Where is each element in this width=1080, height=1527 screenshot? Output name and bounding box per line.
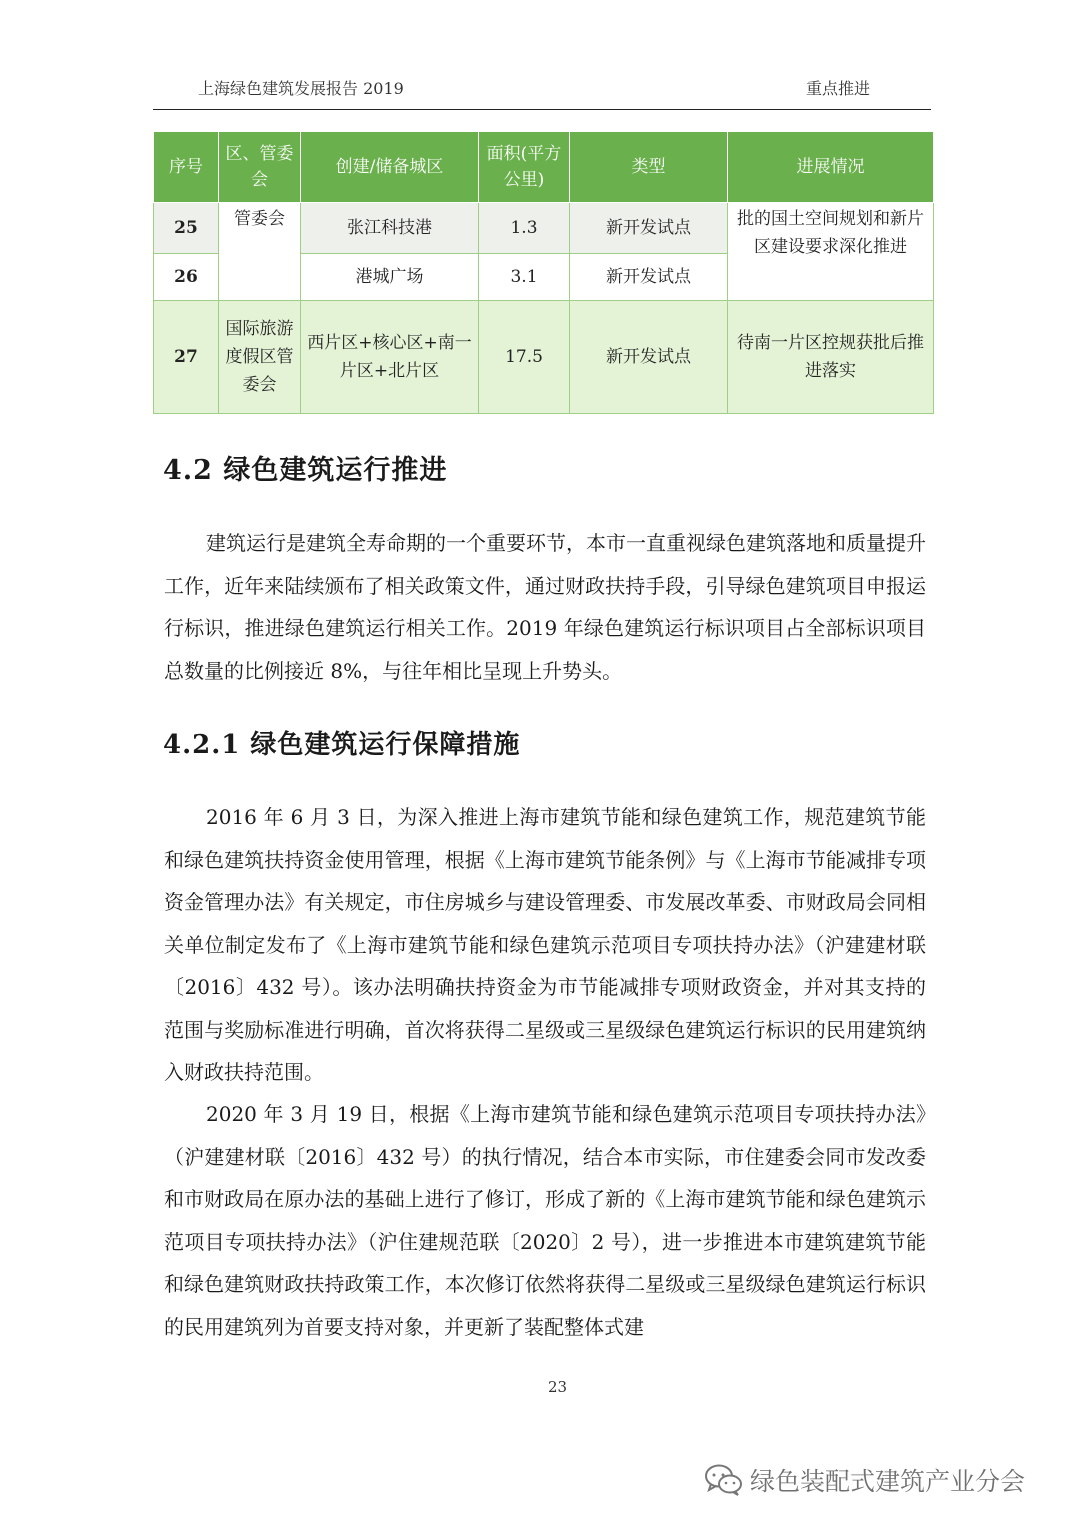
row-area-size: 3.1 — [479, 254, 570, 301]
header-type: 类型 — [570, 132, 728, 203]
row-type: 新开发试点 — [570, 254, 728, 301]
header-divider — [153, 109, 931, 110]
row-type: 新开发试点 — [570, 301, 728, 414]
watermark-text: 绿色装配式建筑产业分会 — [750, 1467, 1026, 1496]
header-area-size: 面积(平方公里) — [479, 132, 570, 203]
section-heading-4-2-1: 4.2.1 绿色建筑运行保障措施 — [163, 730, 521, 760]
row-type: 新开发试点 — [570, 203, 728, 254]
wechat-watermark — [704, 1462, 1025, 1498]
pilot-area-table — [153, 131, 934, 414]
row-district: 管委会 — [219, 203, 301, 301]
header-city-area: 创建/储备城区 — [301, 132, 479, 203]
row-serial: 27 — [154, 301, 219, 414]
table-row — [154, 301, 934, 414]
header-district: 区、管委会 — [219, 132, 301, 203]
row-progress: 待南一片区控规获批后推进落实 — [728, 301, 934, 414]
row-city-area: 张江科技港 — [301, 203, 479, 254]
row-serial: 25 — [154, 203, 219, 254]
row-district: 国际旅游度假区管委会 — [219, 301, 301, 414]
page-number: 23 — [548, 1378, 568, 1396]
section-4-2-1-paragraph-2: 2020 年 3 月 19 日，根据《上海市建筑节能和绿色建筑示范项目专项扶持办法》（沪建建材联〔2016〕432 号）的执行情况，结合本市实际，市住建委会同市发改委和市财政局在原办法的基础上进行了修订，形成了新的《上海市建筑节能和绿色建筑示范项目专项扶持办法》（沪住建规范联〔2020〕2 号），进一步推进本市建筑建筑节能和绿色建筑财政扶持政策工作，本次修订依然将获得二星级或三星级绿色建筑运行标识的民用建筑列为首要支持对象，并更新了装配整体式建 — [164, 1102, 926, 1339]
running-header-section: 重点推进 — [806, 79, 871, 98]
header-progress: 进展情况 — [728, 132, 934, 203]
row-progress: 批的国土空间规划和新片区建设要求深化推进 — [728, 203, 934, 301]
header-serial: 序号 — [154, 132, 219, 203]
row-city-area: 港城广场 — [301, 254, 479, 301]
section-4-2-paragraph: 建筑运行是建筑全寿命期的一个重要环节，本市一直重视绿色建筑落地和质量提升工作，近年来陆续颁布了相关政策文件，通过财政扶持手段，引导绿色建筑项目申报运行标识，推进绿色建筑运行相关工作。2019 年绿色建筑运行标识项目占全部标识项目总数量的比例接近 8%，与往年相比呈现上升势头。 — [164, 531, 926, 683]
row-serial: 26 — [154, 254, 219, 301]
section-4-2-1-paragraph-1: 2016 年 6 月 3 日，为深入推进上海市建筑节能和绿色建筑工作，规范建筑节能和绿色建筑扶持资金使用管理，根据《上海市建筑节能条例》与《上海市节能减排专项资金管理办法》有关规定，市住房城乡与建设管理委、市发展改革委、市财政局会同相关单位制定发布了《上海市建筑节能和绿色建筑示范项目专项扶持办法》（沪建建材联〔2016〕432 号）。该办法明确扶持资金为市节能减排专项财政资金，并对其支持的范围与奖励标准进行明确，首次将获得二星级或三星级绿色建筑运行标识的民用建筑纳入财政扶持范围。 — [164, 805, 926, 1084]
running-header-title: 上海绿色建筑发展报告 2019 — [198, 79, 404, 98]
section-heading-4-2: 4.2 绿色建筑运行推进 — [163, 455, 448, 486]
table-row — [154, 203, 934, 254]
row-city-area: 西片区+核心区+南一片区+北片区 — [301, 301, 479, 414]
wechat-icon — [704, 1463, 744, 1497]
table-header-row — [154, 132, 934, 203]
row-area-size: 17.5 — [479, 301, 570, 414]
row-area-size: 1.3 — [479, 203, 570, 254]
